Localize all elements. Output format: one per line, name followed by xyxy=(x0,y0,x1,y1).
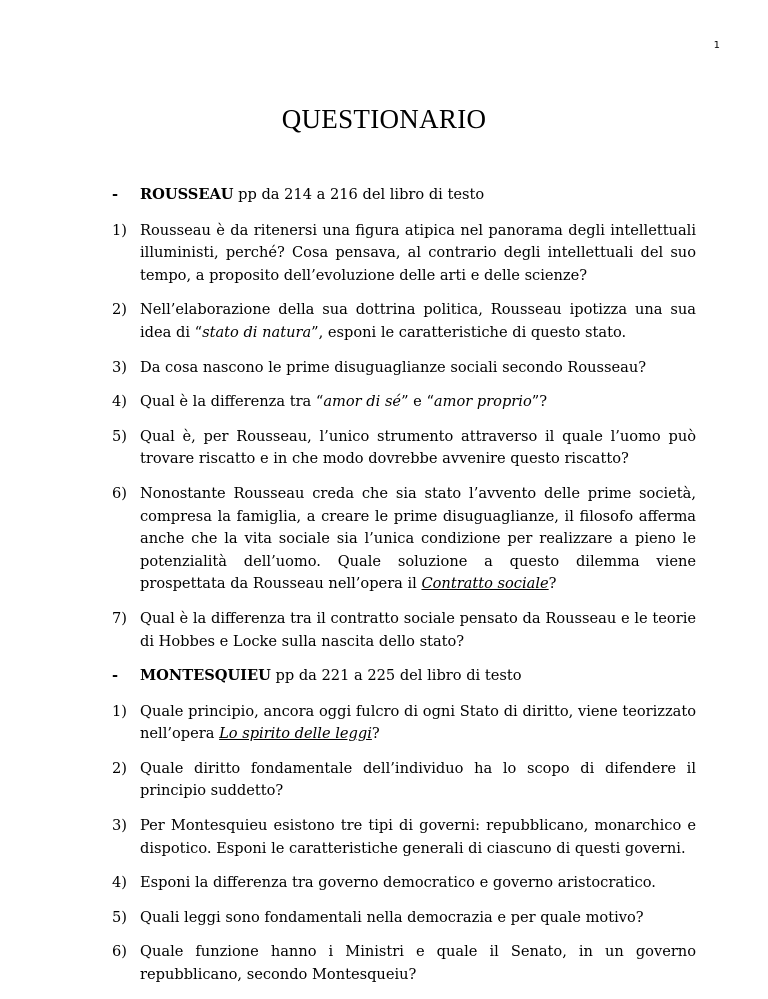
section-author-name: MONTESQUIEU xyxy=(140,667,271,685)
page-number: 1 xyxy=(713,40,720,51)
question-emphasis: stato di natura xyxy=(202,323,312,341)
question-text: ”? xyxy=(531,393,548,411)
page-title: QUESTIONARIO xyxy=(281,104,487,134)
question-number: 5) xyxy=(112,427,127,445)
question-item xyxy=(112,907,696,930)
section-author-name: ROUSSEAU xyxy=(140,186,234,203)
question-item xyxy=(112,815,696,860)
question-text: ” e “ xyxy=(401,393,434,411)
question-text: ? xyxy=(548,575,557,593)
question-item xyxy=(112,701,696,746)
question-item xyxy=(112,299,696,344)
question-text: Esponi la differenza tra governo democratico e governo aristocratico. xyxy=(140,874,656,892)
question-number: 5) xyxy=(112,908,127,926)
question-text: Rousseau è da ritenersi una figura atipica nel panorama degli intellettuali illuministi, perché? Cosa pensava, al contrario degli intellettuali del suo tempo, a proposito dell’evoluzione delle arti e delle scienze? xyxy=(140,221,696,284)
question-number: 4) xyxy=(112,874,127,892)
question-item xyxy=(112,872,696,895)
question-text: Nell’elaborazione della sua dottrina politica, Rousseau ipotizza una sua idea di “ xyxy=(140,301,696,341)
section-heading-rousseau xyxy=(112,184,696,207)
question-text: Da cosa nascono le prime disuguaglianze sociali secondo Rousseau? xyxy=(140,358,647,376)
question-text: ? xyxy=(371,725,380,743)
question-text: Quale funzione hanno i Ministri e quale il Senato, in un governo repubblicano, secondo Montesqueiu? xyxy=(140,943,696,984)
question-emphasis: amor di sé xyxy=(323,393,402,411)
question-number: 2) xyxy=(112,301,127,319)
question-item xyxy=(112,391,696,414)
question-item xyxy=(112,357,696,380)
question-item xyxy=(112,941,696,986)
question-text: Per Montesquieu esistono tre tipi di governi: repubblicano, monarchico e dispotico. Esponi le caratteristiche generali di ciascuno di questi governi. xyxy=(140,817,696,857)
question-number: 1) xyxy=(112,221,127,239)
section-heading-montesquieu xyxy=(112,665,696,688)
question-item xyxy=(112,220,696,288)
question-number: 3) xyxy=(112,358,127,376)
question-text: Qual è la differenza tra il contratto sociale pensato da Rousseau e le teorie di Hobbes e Locke sulla nascita dello stato? xyxy=(140,609,696,650)
section-page-reference: pp da 214 a 216 del libro di testo xyxy=(233,186,485,203)
bullet-dash: - xyxy=(112,667,119,685)
question-text: Quale diritto fondamentale dell’individuo ha lo scopo di difendere il principio suddetto? xyxy=(140,759,696,800)
question-text: Qual è la differenza tra “ xyxy=(140,393,324,411)
question-text: ”, esponi le caratteristiche di questo stato. xyxy=(311,323,627,341)
question-number: 4) xyxy=(112,393,127,411)
question-text: Qual è, per Rousseau, l’unico strumento attraverso il quale l’uomo può trovare riscatto e in che modo dovrebbe avvenire questo riscatto? xyxy=(140,427,696,468)
question-text: Nonostante Rousseau creda che sia stato l’avvento delle prime società, compresa la famiglia, a creare le prime disuguaglianze, il filosofo afferma anche che la vita sociale sia l’unica condizione per realizzare a pieno le potenzialità dell’uomo. Quale soluzione a questo dilemma viene prospettata da Rousseau nell’opera il xyxy=(140,484,696,593)
question-item xyxy=(112,608,696,653)
book-title-spirito-delle-leggi: Lo spirito delle leggi xyxy=(219,725,372,743)
question-number: 7) xyxy=(112,609,127,627)
question-item xyxy=(112,483,696,596)
question-number: 2) xyxy=(112,759,127,777)
question-item xyxy=(112,758,696,803)
question-number: 1) xyxy=(112,702,127,720)
question-text: Quali leggi sono fondamentali nella democrazia e per quale motivo? xyxy=(140,908,644,926)
book-title-contratto-sociale: Contratto sociale xyxy=(421,575,549,593)
questionnaire-body xyxy=(112,184,696,999)
question-text: Quale principio, ancora oggi fulcro di ogni Stato di diritto, viene teorizzato nell’opera xyxy=(140,702,696,743)
question-emphasis: amor proprio xyxy=(433,393,532,411)
question-item xyxy=(112,426,696,471)
question-number: 6) xyxy=(112,484,127,502)
section-page-reference: pp da 221 a 225 del libro di testo xyxy=(270,667,522,685)
question-number: 3) xyxy=(112,817,127,835)
bullet-dash: - xyxy=(112,186,119,203)
question-number: 6) xyxy=(112,943,127,961)
